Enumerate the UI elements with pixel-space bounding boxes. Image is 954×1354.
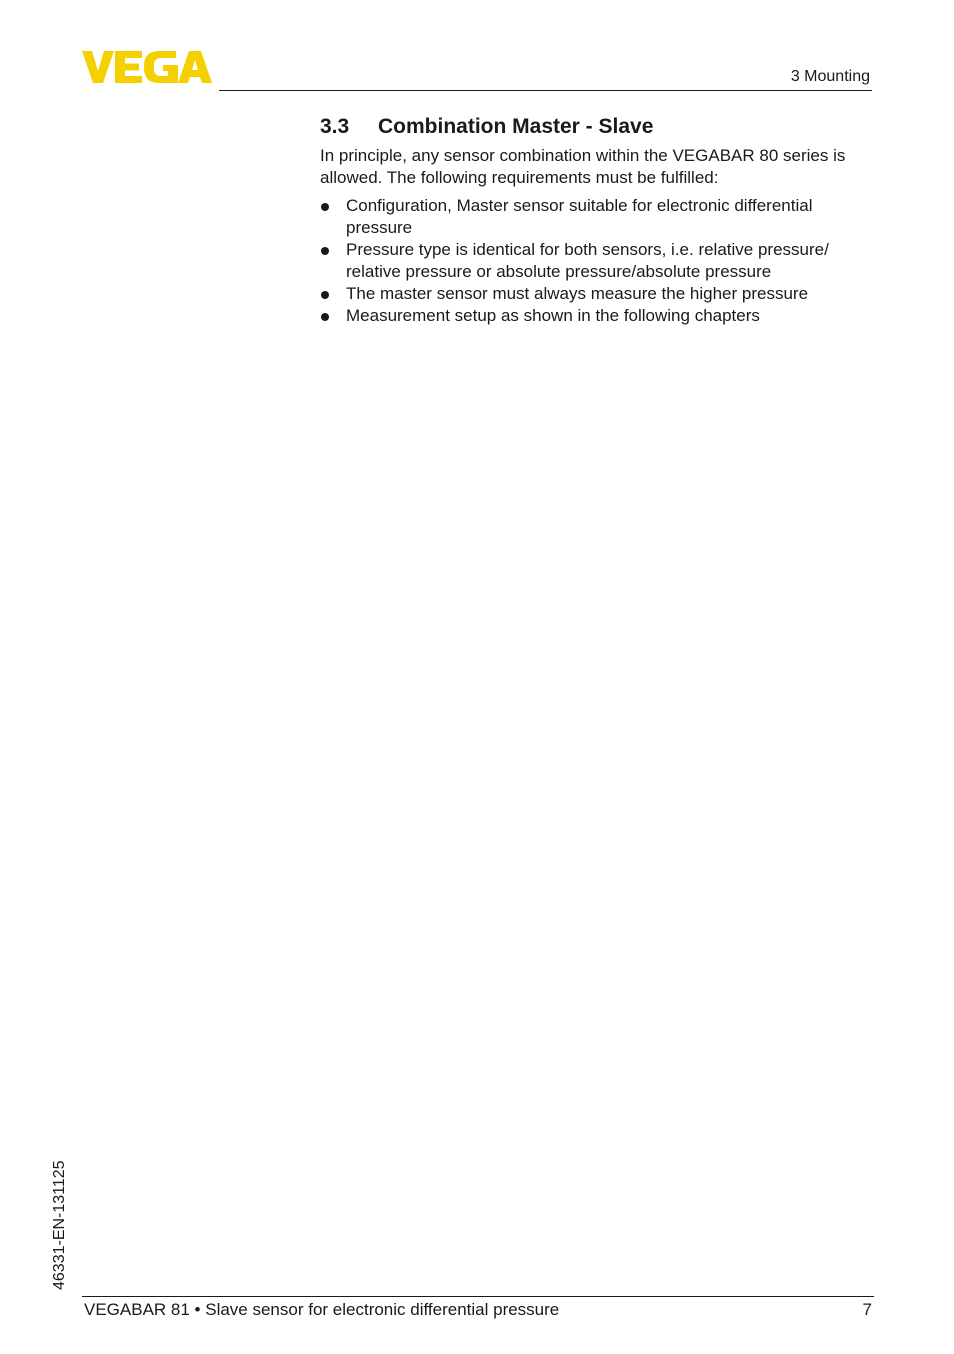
document-code: 46331-EN-131125 — [51, 1160, 68, 1290]
chapter-label: 3 Mounting — [790, 68, 870, 85]
list-item-text: The master sensor must always measure the higher pressure — [346, 284, 809, 303]
footer-title: VEGABAR 81 • Slave sensor for electronic differential pressure — [84, 1300, 560, 1319]
requirements-list — [320, 195, 876, 327]
list-item-text: Configuration, Master sensor suitable for electronic differential pressure — [346, 196, 813, 237]
bullet-icon — [321, 291, 329, 299]
section-heading — [320, 114, 653, 140]
section-title: Combination Master - Slave — [378, 115, 654, 138]
list-item — [320, 239, 876, 283]
section-number: 3.3 — [320, 115, 350, 138]
footer-rule — [82, 1296, 874, 1297]
bullet-icon — [321, 203, 329, 211]
list-item-text: Measurement setup as shown in the following chapters — [346, 306, 760, 325]
page-number: 7 — [862, 1300, 872, 1319]
header-rule — [219, 90, 872, 91]
list-item — [320, 195, 876, 239]
vega-logo — [82, 51, 212, 83]
bullet-icon — [321, 313, 329, 321]
list-item-text: Pressure type is identical for both sensors, i.e. relative pressure/ relative pressure or absolute pressure/absolute pressure — [346, 240, 829, 281]
list-item — [320, 283, 876, 305]
intro-paragraph: In principle, any sensor combination within the VEGABAR 80 series is allowed. The following requirements must be fulfilled: — [320, 146, 846, 187]
list-item — [320, 305, 876, 327]
bullet-icon — [321, 247, 329, 255]
